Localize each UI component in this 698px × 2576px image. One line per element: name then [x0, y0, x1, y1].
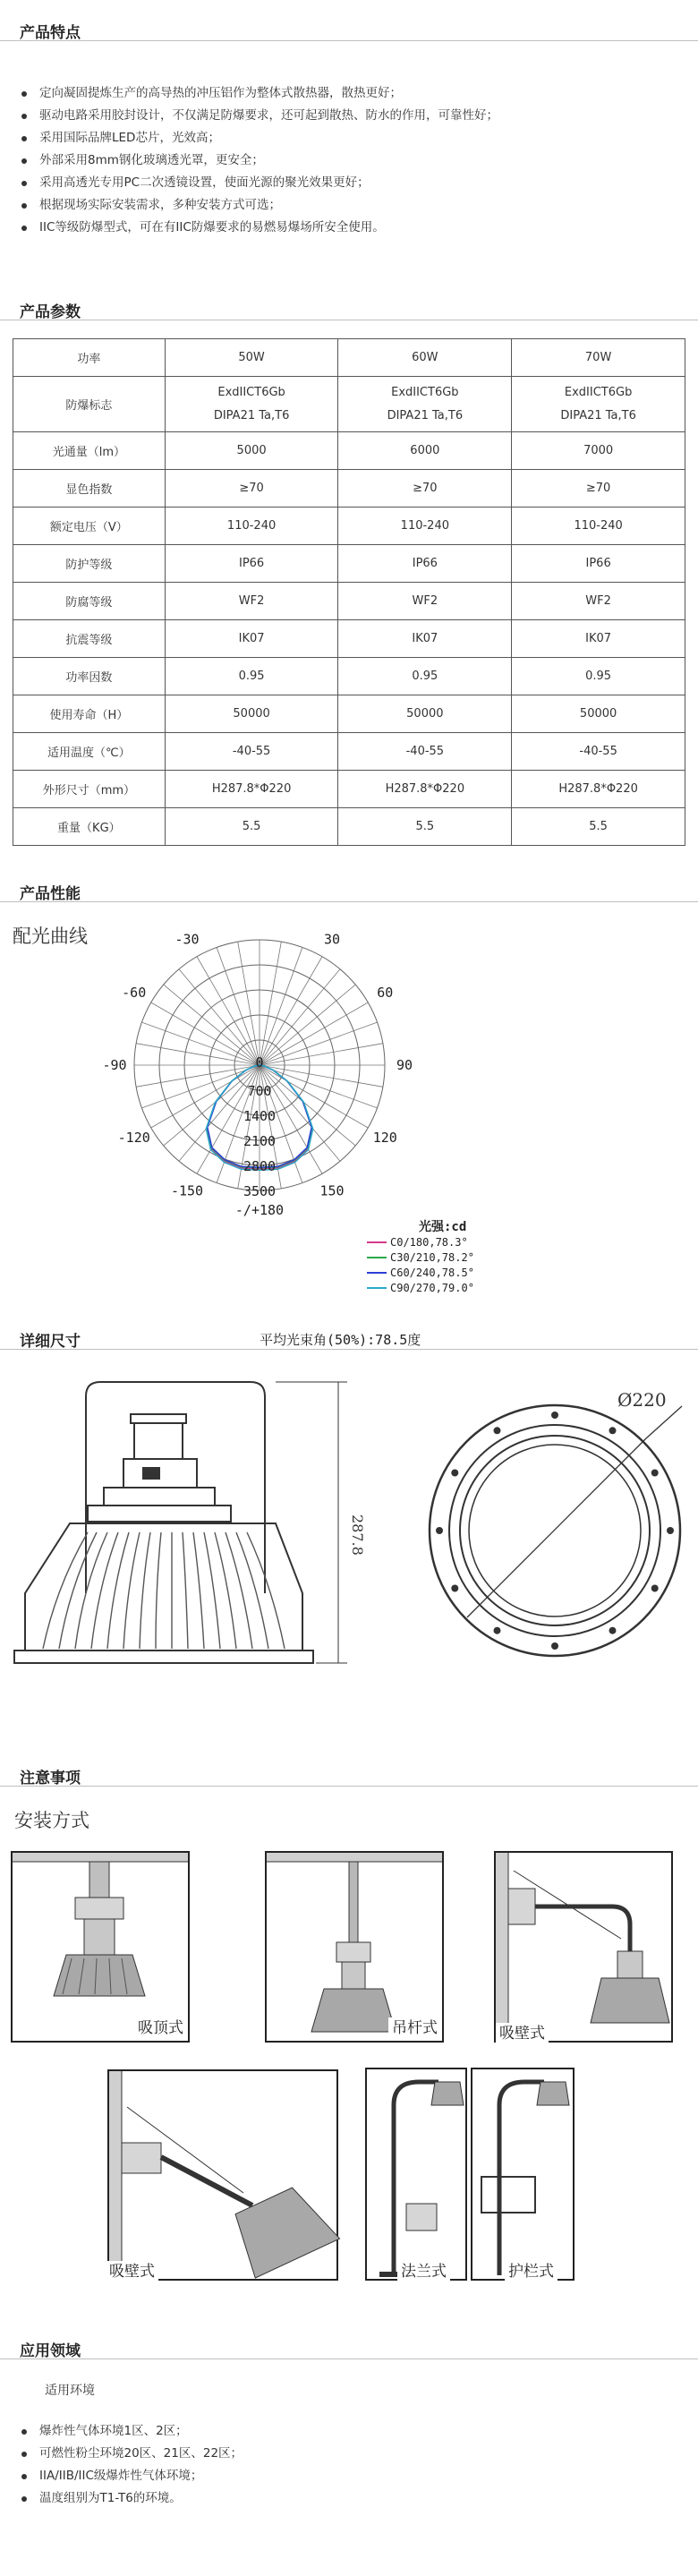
bolt-hole [609, 1627, 617, 1634]
param-value: -40-55 [338, 733, 512, 771]
section-title: 注意事项 [20, 1770, 81, 1787]
param-value: ≥70 [338, 470, 512, 508]
param-label: 显色指数 [13, 470, 166, 508]
radial-value-label: 2100 [243, 1133, 277, 1149]
param-value: -40-55 [512, 733, 685, 771]
list-item: 可燃性粉尘环境20区、21区、22区； [20, 2443, 243, 2465]
param-value: 60W [338, 339, 512, 377]
table-row [13, 808, 685, 846]
params-table [13, 338, 685, 846]
angle-label: 60 [377, 985, 394, 1001]
table-row [13, 508, 685, 545]
bolt-hole [651, 1470, 659, 1477]
list-item: 定向凝固提炼生产的高导热的冲压铝作为整体式散热器，散热更好； [20, 82, 498, 105]
param-value: 0.95 [165, 658, 338, 695]
table-row [13, 545, 685, 583]
list-item: IIC等级防爆型式，可在有IIC防爆要求的易燃易爆场所安全使用。 [20, 217, 498, 239]
section-header-dimensions [0, 1325, 698, 1350]
list-item: 根据现场实际安装需求，多种安装方式可选； [20, 194, 498, 217]
param-value: 50000 [338, 695, 512, 733]
beam-angle-text: 平均光束角(50%):78.5度 [260, 1332, 421, 1348]
install-caption: 吸壁式 [496, 2023, 549, 2044]
pendant-mount-illustration [267, 1853, 442, 2041]
section-title: 产品参数 [20, 303, 81, 321]
diameter-dimension-label: Ø220 [617, 1389, 667, 1411]
radial-value-label: 2800 [243, 1158, 277, 1174]
section-header-application [0, 2334, 698, 2359]
install-caption: 吸顶式 [134, 2017, 187, 2039]
param-value: IP66 [165, 545, 338, 583]
legend-title: 光强:cd [419, 1220, 467, 1234]
param-value: ExdIICT6Gb DIPA21 Ta,T6 [165, 377, 338, 432]
install-methods-title: 安装方式 [14, 1810, 89, 1831]
param-value: H287.8*Φ220 [338, 771, 512, 808]
list-item: 驱动电路采用胶封设计，不仅满足防爆要求，还可起到散热、防水的作用，可靠性好； [20, 105, 498, 127]
install-image-ceiling [11, 1851, 190, 2043]
param-label: 外形尺寸（mm） [13, 771, 166, 808]
railing-mount-illustration [472, 2069, 573, 2279]
legend-entry: C90/270,79.0° [390, 1282, 474, 1294]
install-caption: 法兰式 [397, 2261, 450, 2282]
param-value: 7000 [512, 432, 685, 470]
param-value: ExdIICT6Gb DIPA21 Ta,T6 [338, 377, 512, 432]
top-view-drawing [403, 1374, 698, 1669]
param-value: -40-55 [165, 733, 338, 771]
install-caption: 吊杆式 [388, 2017, 441, 2039]
install-image-wall [494, 1851, 673, 2043]
param-value: WF2 [165, 583, 338, 620]
param-value: IP66 [338, 545, 512, 583]
bolt-hole [667, 1527, 674, 1534]
param-value: 0.95 [338, 658, 512, 695]
table-row [13, 771, 685, 808]
bolt-hole [551, 1412, 558, 1419]
table-row [13, 339, 685, 377]
param-label: 适用温度（℃） [13, 733, 166, 771]
table-row [13, 583, 685, 620]
param-value: 5.5 [165, 808, 338, 846]
install-caption: 吸壁式 [106, 2261, 158, 2282]
param-value: 70W [512, 339, 685, 377]
table-row [13, 377, 685, 432]
param-value: ≥70 [512, 470, 685, 508]
angle-label: -30 [174, 931, 200, 948]
section-title: 详细尺寸 [20, 1333, 81, 1351]
section-header-params [0, 295, 698, 320]
param-value: 0.95 [512, 658, 685, 695]
radial-value-label: 3500 [243, 1183, 277, 1199]
param-value: 5.5 [512, 808, 685, 846]
param-label: 功率因数 [13, 658, 166, 695]
table-row [13, 695, 685, 733]
param-value: 110-240 [338, 508, 512, 545]
param-label: 防护等级 [13, 545, 166, 583]
side-view-drawing [7, 1362, 365, 1720]
section-title: 产品性能 [20, 885, 81, 903]
bolt-hole [494, 1427, 501, 1434]
install-image-railing [471, 2068, 575, 2281]
application-list [20, 2420, 243, 2510]
param-value: 110-240 [165, 508, 338, 545]
bolt-hole [451, 1585, 458, 1592]
radial-value-label: 1400 [243, 1108, 277, 1124]
list-item: 外部采用8mm钢化玻璃透光罩，更安全； [20, 149, 498, 172]
angle-label: -90 [102, 1057, 127, 1073]
flange-mount-illustration [367, 2069, 465, 2279]
param-label: 抗震等级 [13, 620, 166, 658]
param-label: 额定电压（V） [13, 508, 166, 545]
table-row [13, 620, 685, 658]
angle-label: 150 [319, 1182, 345, 1199]
angle-label: -150 [170, 1182, 204, 1199]
param-value: 50W [165, 339, 338, 377]
list-item: 采用国际品牌LED芯片，光效高； [20, 127, 498, 149]
table-row [13, 470, 685, 508]
param-value: IK07 [512, 620, 685, 658]
param-value: H287.8*Φ220 [512, 771, 685, 808]
angle-label: 30 [323, 931, 341, 948]
param-value: 50000 [165, 695, 338, 733]
bolt-hole [494, 1627, 501, 1634]
feature-list [20, 82, 498, 239]
param-value: IP66 [512, 545, 685, 583]
param-value: WF2 [512, 583, 685, 620]
param-label: 防爆标志 [13, 377, 166, 432]
list-item: 采用高透光专用PC二次透镜设置，使面光源的聚光效果更好； [20, 172, 498, 194]
bolt-hole [651, 1585, 659, 1592]
angle-label: 90 [396, 1057, 413, 1073]
legend-entry: C30/210,78.2° [390, 1251, 474, 1264]
section-header-features [0, 16, 698, 41]
list-item: IIA/IIB/IIC级爆炸性气体环境； [20, 2465, 243, 2487]
angle-label: -/+180 [234, 1202, 285, 1218]
param-value: 5.5 [338, 808, 512, 846]
param-value: 5000 [165, 432, 338, 470]
section-header-performance [0, 877, 698, 902]
bolt-hole [609, 1427, 617, 1434]
list-item: 爆炸性气体环境1区、2区； [20, 2420, 243, 2443]
light-curve-title: 配光曲线 [13, 925, 88, 947]
height-dimension-label: 287.8 [349, 1514, 366, 1556]
section-title: 产品特点 [20, 24, 81, 42]
param-label: 功率 [13, 339, 166, 377]
section-header-notes [0, 1761, 698, 1787]
install-image-wall-angled [107, 2069, 338, 2281]
bolt-hole [551, 1642, 558, 1650]
param-value: IK07 [165, 620, 338, 658]
section-title: 应用领域 [20, 2342, 81, 2360]
param-value: IK07 [338, 620, 512, 658]
install-image-flange [365, 2068, 467, 2281]
legend-entry: C60/240,78.5° [390, 1267, 474, 1279]
list-item: 温度组别为T1-T6的环境。 [20, 2487, 243, 2510]
wall-angled-illustration [109, 2071, 336, 2279]
param-value: 50000 [512, 695, 685, 733]
angle-label: 120 [372, 1130, 397, 1146]
install-image-pendant [265, 1851, 444, 2043]
angle-label: -120 [117, 1130, 150, 1146]
bolt-hole [436, 1527, 443, 1534]
param-label: 使用寿命（H） [13, 695, 166, 733]
param-label: 光通量（lm） [13, 432, 166, 470]
table-row [13, 658, 685, 695]
application-subtitle: 适用环境 [45, 2384, 95, 2398]
radial-value-label: 700 [247, 1083, 272, 1099]
wall-mount-illustration [496, 1853, 671, 2041]
legend-entry: C0/180,78.3° [390, 1236, 468, 1249]
table-row [13, 733, 685, 771]
param-value: 6000 [338, 432, 512, 470]
table-row [13, 432, 685, 470]
light-distribution-diagram [102, 931, 617, 1352]
angle-label: -60 [122, 985, 147, 1001]
param-value: ExdIICT6Gb DIPA21 Ta,T6 [512, 377, 685, 432]
install-caption: 护栏式 [505, 2261, 558, 2282]
param-value: 110-240 [512, 508, 685, 545]
param-value: ≥70 [165, 470, 338, 508]
bolt-hole [451, 1470, 458, 1477]
param-label: 防腐等级 [13, 583, 166, 620]
param-value: WF2 [338, 583, 512, 620]
ceiling-mount-illustration [13, 1853, 188, 2041]
radial-value-label: 0 [255, 1054, 264, 1070]
param-label: 重量（KG） [13, 808, 166, 846]
param-value: H287.8*Φ220 [165, 771, 338, 808]
